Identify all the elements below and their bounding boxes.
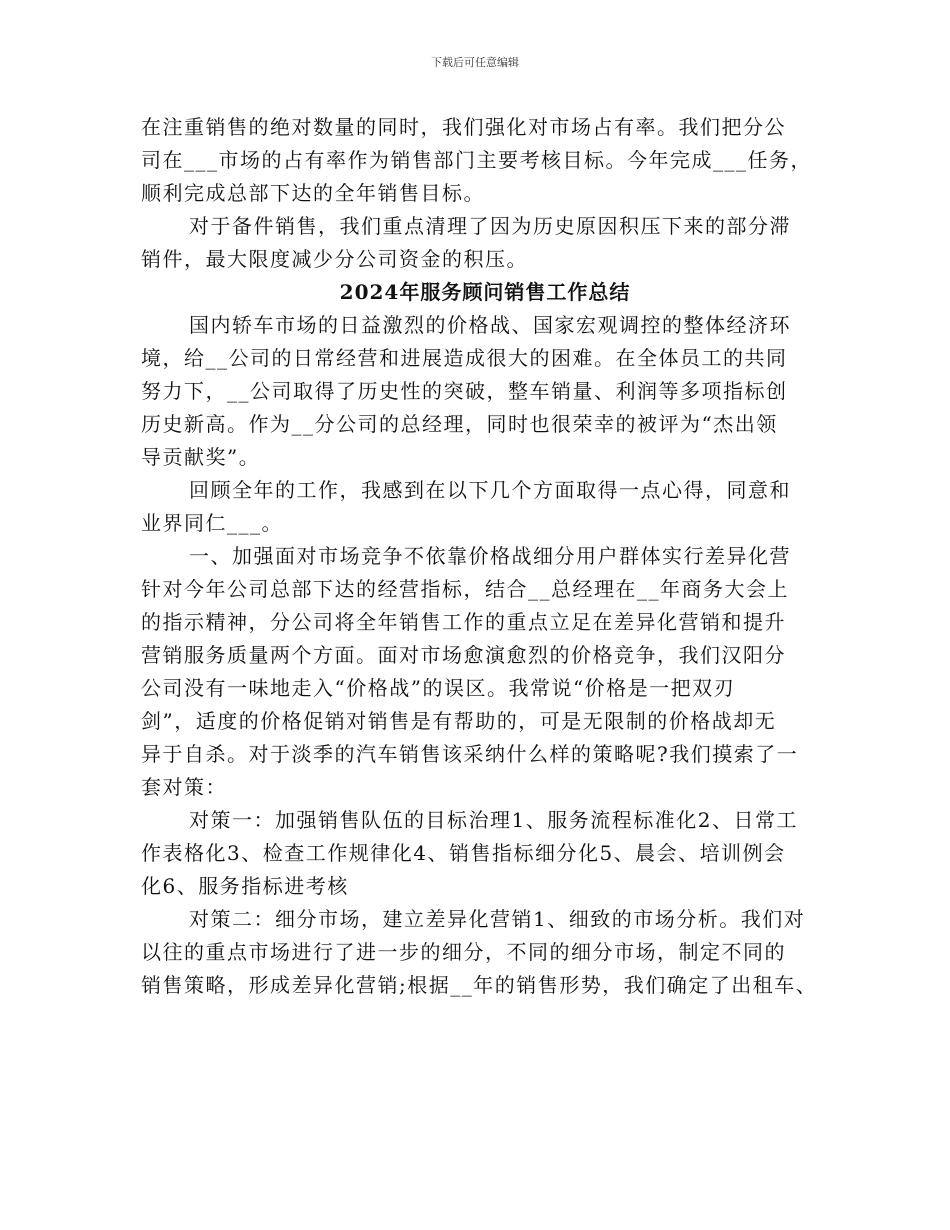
text-line: 异于自杀。对于淡季的汽车销售该采纳什么样的策略呢?我们摸索了一 bbox=[141, 742, 799, 766]
text-line: 作表格化3、检查工作规律化4、销售指标细分化5、晨会、培训例会 bbox=[141, 841, 786, 865]
text-line: 历史新高。作为__分公司的总经理，同时也很荣幸的被评为“杰出领 bbox=[141, 412, 778, 436]
paragraph-first-line: 国内轿车市场的日益激烈的价格战、国家宏观调控的整体经济环 bbox=[189, 313, 791, 337]
text-line: 套对策： bbox=[141, 775, 227, 799]
text-line: 业界同仁___。 bbox=[141, 511, 283, 535]
paragraph-first-line: 对策一：加强销售队伍的目标治理1、服务流程标准化2、日常工 bbox=[189, 808, 798, 832]
text-line: 销件，最大限度减少分公司资金的积压。 bbox=[141, 247, 528, 271]
text-line: 境，给__公司的日常经营和进展造成很大的困难。在全体员工的共同 bbox=[141, 346, 788, 370]
text-line: 销售策略，形成差异化营销;根据__年的销售形势，我们确定了出租车、 bbox=[141, 973, 818, 997]
paragraph-first-line: 对于备件销售，我们重点清理了因为历史原因积压下来的部分滞 bbox=[189, 214, 791, 238]
text-line: 公司没有一味地走入“价格战”的误区。我常说“价格是一把双刃 bbox=[141, 676, 736, 700]
text-line: 司在___市场的占有率作为销售部门主要考核目标。今年完成___任务， bbox=[141, 148, 812, 172]
text-line: 以往的重点市场进行了进一步的细分，不同的细分市场，制定不同的 bbox=[141, 940, 786, 964]
text-line: 针对今年公司总部下达的经营指标，结合__总经理在__年商务大会上 bbox=[141, 577, 789, 601]
text-line: 营销服务质量两个方面。面对市场愈演愈烈的价格竞争，我们汉阳分 bbox=[141, 643, 786, 667]
section-title: 2024年服务顾问销售工作总结 bbox=[339, 280, 631, 304]
text-line: 导贡献奖”。 bbox=[141, 445, 261, 469]
paragraph-first-line: 一、加强面对市场竞争不依靠价格战细分用户群体实行差异化营 bbox=[189, 544, 791, 568]
paragraph-first-line: 对策二：细分市场，建立差异化营销1、细致的市场分析。我们对 bbox=[189, 907, 806, 931]
document-body bbox=[141, 111, 821, 1002]
page-header: 下载后可任意编辑 bbox=[431, 56, 519, 69]
text-line: 剑”，适度的价格促销对销售是有帮助的，可是无限制的价格战却无 bbox=[141, 709, 777, 733]
text-line: 化6、服务指标进考核 bbox=[141, 874, 349, 898]
paragraph-first-line: 回顾全年的工作，我感到在以下几个方面取得一点心得，同意和 bbox=[189, 478, 791, 502]
text-line: 在注重销售的绝对数量的同时，我们强化对市场占有率。我们把分公 bbox=[141, 115, 786, 139]
text-line: 顺利完成总部下达的全年销售目标。 bbox=[141, 181, 485, 205]
text-line: 努力下，__公司取得了历史性的突破，整车销量、利润等多项指标创 bbox=[141, 379, 788, 403]
text-line: 的指示精神，分公司将全年销售工作的重点立足在差异化营销和提升 bbox=[141, 610, 786, 634]
